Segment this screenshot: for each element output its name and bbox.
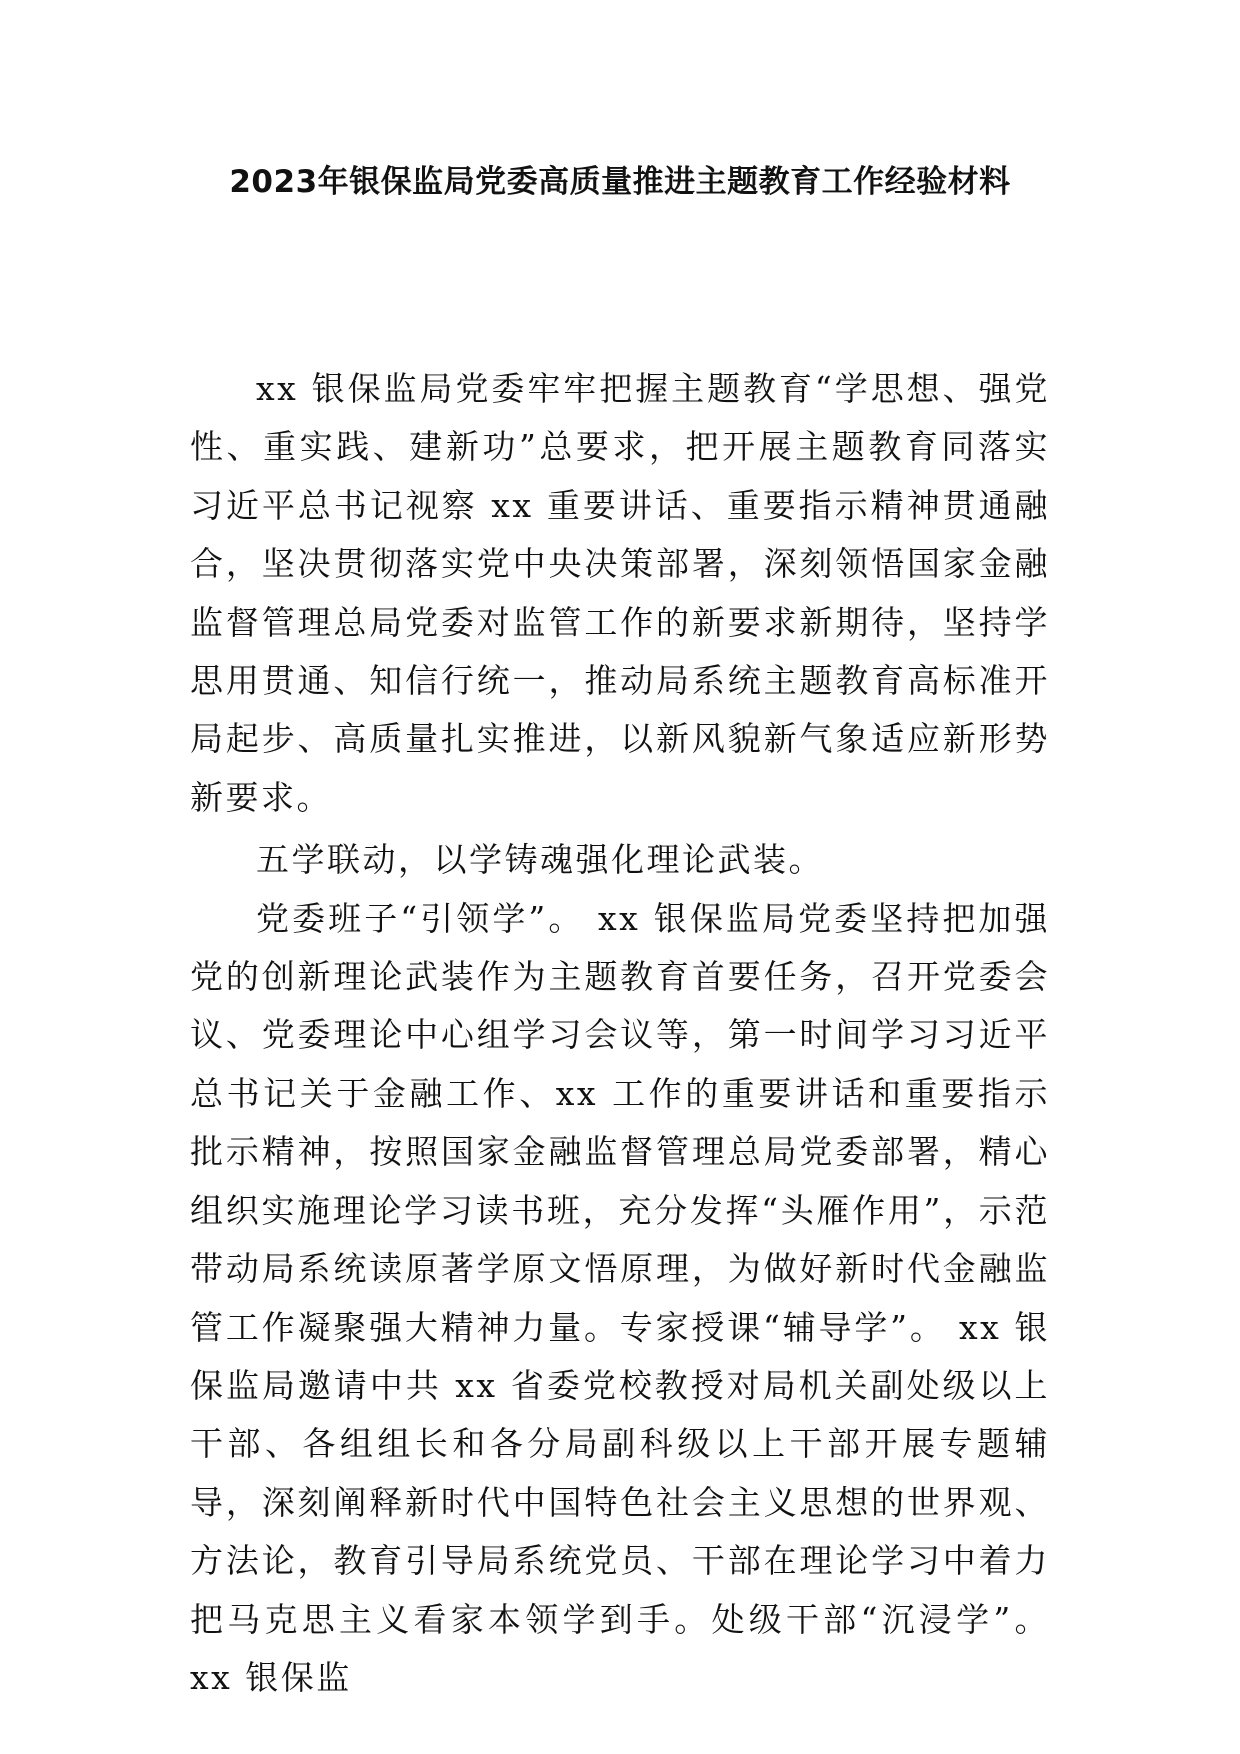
paragraph-intro: xx 银保监局党委牢牢把握主题教育“学思想、强党性、重实践、建新功”总要求，把开展主题教育同落实习近平总书记视察 xx 重要讲话、重要指示精神贯通融合，坚决贯彻落实党中央决策部署，深刻领悟国家金融监督管理总局党委对监管工作的新要求新期待，坚持学思用贯通、知信行统一，推动局系统主题教育高标准开局起步、高质量扎实推进，以新风貌新气象适应新形势新要求。 xyxy=(190,369,1050,817)
paragraph-body: 党委班子“引领学”。 xx 银保监局党委坚持把加强党的创新理论武装作为主题教育首要任务，召开党委会议、党委理论中心组学习会议等，第一时间学习习近平总书记关于金融工作、xx 工作的重要讲话和重要指示批示精神，按照国家金融监督管理总局党委部署，精心组织实施理论学习读书班，充分发挥“头雁作用”，示范带动局系统读原著学原文悟原理，为做好新时代金融监管工作凝聚强大精神力量。专家授课“辅导学”。 xx 银保监局邀请中共 xx 省委党校教授对局机关副处级以上干部、各组组长和各分局副科级以上干部开展专题辅导，深刻阐释新时代中国特色社会主义思想的世界观、方法论，教育引导局系统党员、干部在理论学习中着力把马克思主义看家本领学到手。处级干部“沉浸学”。xx 银保监 xyxy=(190,898,1050,1697)
document-body xyxy=(190,360,1050,1707)
paragraph-section-heading: 五学联动，以学铸魂强化理论武装。 xyxy=(256,840,824,880)
document-title: 2023年银保监局党委高质量推进主题教育工作经验材料 xyxy=(229,164,1011,200)
